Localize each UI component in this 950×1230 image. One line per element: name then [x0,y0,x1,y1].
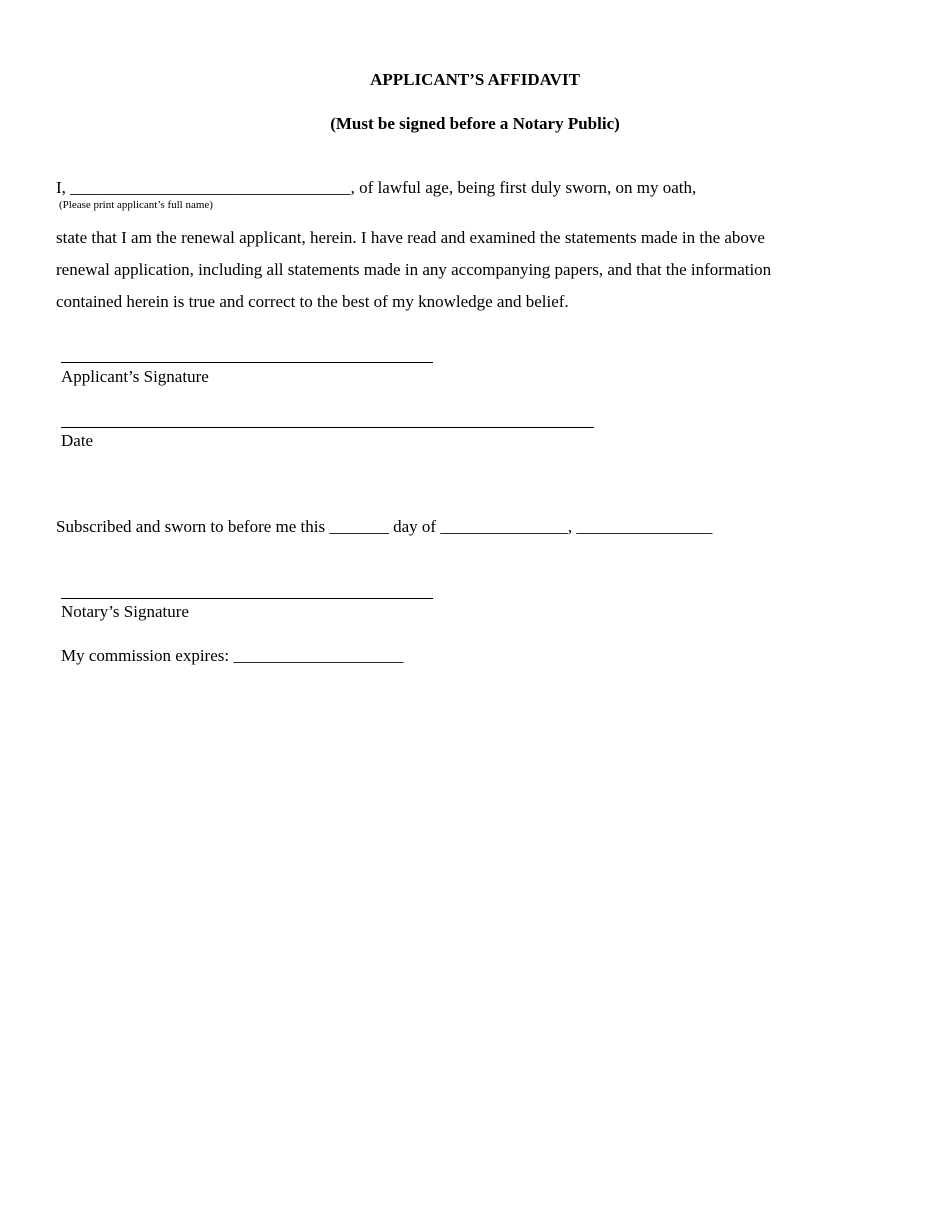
subscribed-line: Subscribed and sworn to before me this _______ day of _______________, ________________ [56,517,713,536]
date-label: Date [61,431,94,450]
date-line[interactable] [61,427,594,428]
applicant-signature-line[interactable] [61,362,433,363]
oath-line: I, _________________________________, of lawful age, being first duly sworn, on my oath, [56,178,697,197]
statement-line-1: state that I am the renewal applicant, herein. I have read and examined the statements made in the above [56,228,765,247]
commission-line: My commission expires: ____________________ [61,646,404,665]
name-hint: (Please print applicant’s full name) [59,199,213,211]
notary-signature-line[interactable] [61,598,433,599]
statement-line-3: contained herein is true and correct to the best of my knowledge and belief. [56,292,569,311]
statement-line-2: renewal application, including all statements made in any accompanying papers, and that the information [56,260,772,279]
applicant-signature-label: Applicant’s Signature [61,367,209,386]
document-title: APPLICANT’S AFFIDAVIT [370,70,580,89]
document-subtitle: (Must be signed before a Notary Public) [330,114,620,133]
notary-signature-label: Notary’s Signature [61,602,189,621]
